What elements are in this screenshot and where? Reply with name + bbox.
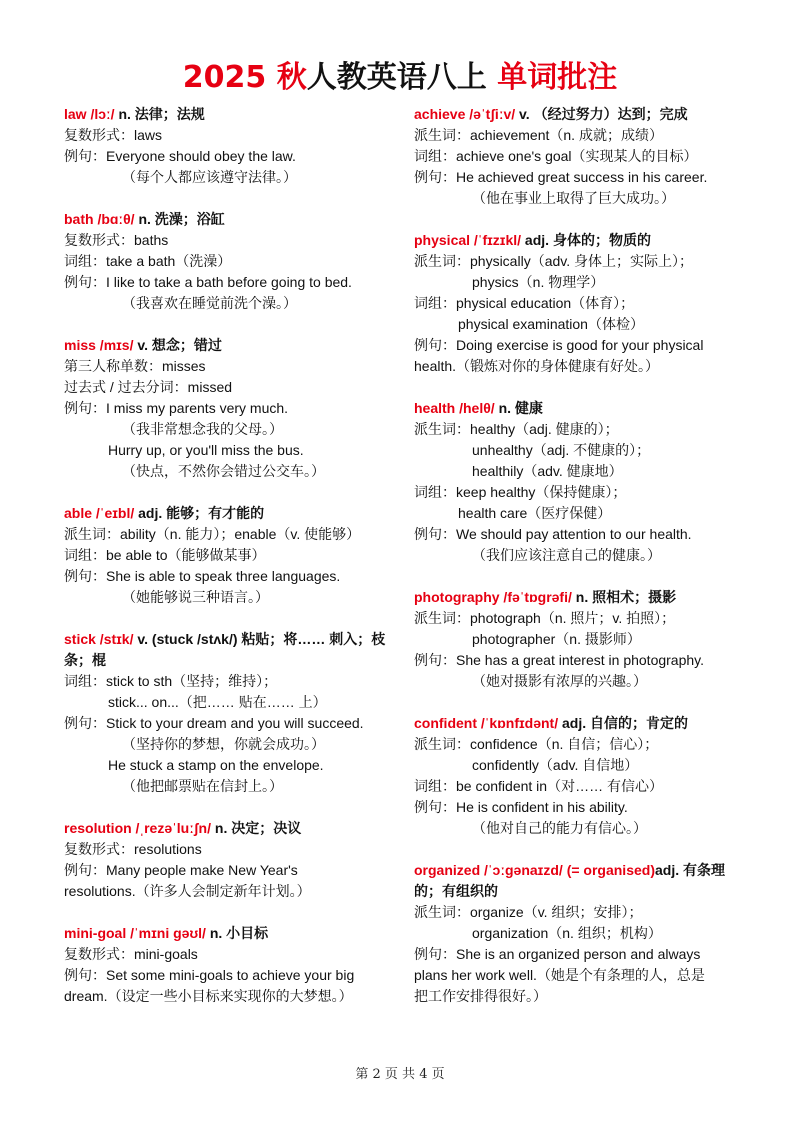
line-text: stick to sth（坚持；维持）； — [106, 673, 278, 689]
headword: physical /ˈfɪzɪkl/ — [414, 232, 522, 248]
entry-line — [414, 503, 750, 524]
entry-line — [414, 671, 750, 692]
line-text: We should pay attention to our health. — [456, 526, 692, 542]
line-text: healthy（adj. 健康的）； — [470, 421, 619, 437]
line-text: Everyone should obey the law. — [106, 148, 296, 164]
line-text: （她能够说三种语言。） — [122, 589, 269, 605]
line-label: 例句： — [414, 652, 456, 668]
line-text: physical education（体育）； — [456, 295, 635, 311]
entry-line — [64, 965, 400, 986]
entry-line — [414, 440, 750, 461]
line-text: physical examination（体检） — [458, 316, 644, 332]
entry-line — [64, 734, 400, 755]
vocab-entry — [64, 335, 400, 482]
headword: achieve /əˈtʃiːv/ — [414, 106, 516, 122]
line-label: 例句： — [414, 526, 456, 542]
entry-line — [64, 419, 400, 440]
entry-line — [64, 881, 400, 902]
line-text: （每个人都应该遵守法律。） — [122, 169, 297, 185]
entry-line — [414, 125, 750, 146]
title-topic: 单词批注 — [497, 60, 618, 95]
entry-heading — [414, 104, 750, 125]
headword: organized /ˈɔːɡənaɪzd/ (= organised) — [414, 862, 655, 878]
line-text: （我们应该注意自己的健康。） — [472, 547, 661, 563]
line-label: 复数形式： — [64, 127, 134, 143]
headword: bath /bɑːθ/ — [64, 211, 135, 227]
entry-line — [64, 587, 400, 608]
line-text: missed — [187, 379, 233, 395]
line-text: photograph（n. 照片；v. 拍照）； — [470, 610, 676, 626]
entry-line — [64, 755, 400, 776]
part-of-speech: n. 健康 — [494, 400, 543, 416]
line-text: （坚持你的梦想，你就会成功。） — [122, 736, 325, 752]
entry-line — [414, 335, 750, 356]
part-of-speech: adj. 有条理的；有组织的 — [414, 862, 725, 899]
entry-line — [64, 167, 400, 188]
entry-line — [64, 377, 400, 398]
headword: resolution /ˌrezəˈluːʃn/ — [64, 820, 211, 836]
line-label: 派生词： — [414, 253, 470, 269]
entry-heading — [64, 503, 400, 524]
entry-line — [64, 986, 400, 1007]
line-text: be confident in（对…… 有信心） — [456, 778, 663, 794]
entry-line — [64, 272, 400, 293]
entry-line — [414, 776, 750, 797]
entry-heading — [64, 335, 400, 356]
line-text: He achieved great success in his career. — [456, 169, 708, 185]
line-text: ability（n. 能力）；enable（v. 使能够） — [120, 526, 361, 542]
entry-line — [414, 923, 750, 944]
line-text: I like to take a bath before going to bed. — [106, 274, 352, 290]
part-of-speech: v. 想念；错过 — [133, 337, 222, 353]
entry-line — [414, 272, 750, 293]
entry-line — [414, 188, 750, 209]
line-text: He stuck a stamp on the envelope. — [108, 757, 324, 773]
line-text: She is an organized person and always — [456, 946, 701, 962]
title-year: 2025 秋 — [182, 60, 307, 95]
line-text: health care（医疗保健） — [458, 505, 612, 521]
vocab-entry — [64, 503, 400, 608]
line-label: 例句： — [64, 400, 106, 416]
entry-line — [64, 713, 400, 734]
part-of-speech: n. 小目标 — [205, 925, 269, 941]
line-text: achievement（n. 成就；成绩） — [470, 127, 663, 143]
right-column — [414, 104, 750, 1028]
entry-heading — [64, 629, 400, 671]
entry-line — [64, 524, 400, 545]
line-text: （我非常想念我的父母。） — [122, 421, 283, 437]
line-text: confidently（adv. 自信地） — [472, 757, 639, 773]
line-text: 把工作安排得很好。） — [414, 988, 547, 1004]
entry-line — [414, 608, 750, 629]
line-text: resolutions.（许多人会制定新年计划。） — [64, 883, 311, 899]
entry-line — [414, 524, 750, 545]
line-text: （他对自己的能力有信心。） — [472, 820, 647, 836]
entry-line — [414, 734, 750, 755]
line-label: 词组： — [414, 295, 456, 311]
line-text: （我喜欢在睡觉前洗个澡。） — [122, 295, 297, 311]
entry-heading — [414, 230, 750, 251]
entry-line — [414, 146, 750, 167]
headword: law /lɔː/ — [64, 106, 115, 122]
line-text: unhealthy（adj. 不健康的）； — [472, 442, 651, 458]
entry-line — [414, 461, 750, 482]
entry-line — [64, 125, 400, 146]
line-text: （他在事业上取得了巨大成功。） — [472, 190, 675, 206]
line-label: 例句： — [64, 967, 106, 983]
entry-line — [64, 440, 400, 461]
line-text: Doing exercise is good for your physical — [456, 337, 704, 353]
line-text: dream.（设定一些小目标来实现你的大梦想。） — [64, 988, 353, 1004]
line-text: plans her work well.（她是个有条理的人，总是 — [414, 967, 705, 983]
entry-line — [414, 167, 750, 188]
line-label: 派生词： — [414, 421, 470, 437]
line-text: misses — [162, 358, 206, 374]
vocab-entry — [414, 860, 750, 1007]
vocab-entry — [414, 587, 750, 692]
line-text: physically（adv. 身体上；实际上）； — [470, 253, 694, 269]
line-text: Set some mini-goals to achieve your big — [106, 967, 355, 983]
entry-line — [64, 839, 400, 860]
line-text: He is confident in his ability. — [456, 799, 628, 815]
vocab-entry — [414, 230, 750, 377]
line-text: （快点，不然你会错过公交车。） — [122, 463, 325, 479]
line-label: 例句： — [64, 274, 106, 290]
line-label: 词组： — [64, 673, 106, 689]
entry-line — [414, 293, 750, 314]
entry-line — [414, 419, 750, 440]
line-label: 词组： — [414, 148, 456, 164]
line-text: achieve one's goal（实现某人的目标） — [456, 148, 698, 164]
entry-line — [64, 671, 400, 692]
entry-heading — [414, 713, 750, 734]
line-text: organize（v. 组织；安排）； — [470, 904, 643, 920]
entry-line — [64, 398, 400, 419]
line-text: health.（锻炼对你的身体健康有好处。） — [414, 358, 660, 374]
title-subject: 人教英语八上 — [306, 60, 487, 95]
part-of-speech: v. (stuck /stʌk/) 粘贴；将…… 刺入；枝条；棍 — [64, 631, 386, 668]
line-label: 例句： — [414, 169, 456, 185]
line-label: 词组： — [414, 778, 456, 794]
entry-line — [414, 251, 750, 272]
line-text: Many people make New Year's — [106, 862, 298, 878]
line-label: 派生词： — [414, 127, 470, 143]
vocab-entry — [414, 398, 750, 566]
line-label: 例句： — [64, 148, 106, 164]
headword: miss /mɪs/ — [64, 337, 134, 353]
entry-line — [414, 314, 750, 335]
page-footer: 第 2 页 共 4 页 — [355, 1067, 445, 1082]
entry-heading — [414, 860, 750, 902]
line-label: 例句： — [414, 946, 456, 962]
entry-line — [64, 566, 400, 587]
part-of-speech: n. 洗澡；浴缸 — [134, 211, 225, 227]
line-text: organization（n. 组织；机构） — [472, 925, 662, 941]
entry-heading — [64, 818, 400, 839]
line-text: Hurry up, or you'll miss the bus. — [108, 442, 304, 458]
entry-heading — [64, 923, 400, 944]
headword: confident /ˈkɒnfɪdənt/ — [414, 715, 559, 731]
part-of-speech: adj. 身体的；物质的 — [521, 232, 651, 248]
entry-line — [64, 776, 400, 797]
entry-line — [414, 797, 750, 818]
line-label: 词组： — [414, 484, 456, 500]
line-label: 复数形式： — [64, 841, 134, 857]
line-label: 词组： — [64, 547, 106, 563]
line-label: 派生词： — [414, 736, 470, 752]
headword: mini-goal /ˈmɪni ɡəʊl/ — [64, 925, 206, 941]
entry-line — [64, 860, 400, 881]
entry-line — [64, 293, 400, 314]
line-text: Stick to your dream and you will succeed. — [106, 715, 364, 731]
part-of-speech: v. （经过努力）达到；完成 — [515, 106, 688, 122]
part-of-speech: n. 决定；决议 — [211, 820, 302, 836]
headword: photography /fəˈtɒɡrəfi/ — [414, 589, 572, 605]
part-of-speech: n. 照相术；摄影 — [571, 589, 677, 605]
line-text: healthily（adv. 健康地） — [472, 463, 623, 479]
line-label: 派生词： — [414, 904, 470, 920]
line-text: mini-goals — [134, 946, 198, 962]
part-of-speech: adj. 能够；有才能的 — [134, 505, 265, 521]
vocab-entry — [414, 713, 750, 839]
entry-line — [414, 902, 750, 923]
line-label: 例句： — [414, 799, 456, 815]
entry-line — [414, 944, 750, 965]
entry-line — [64, 692, 400, 713]
entry-line — [64, 545, 400, 566]
part-of-speech: adj. 自信的；肯定的 — [558, 715, 689, 731]
line-text: baths — [134, 232, 169, 248]
line-text: take a bath（洗澡） — [106, 253, 232, 269]
vocab-entry — [64, 209, 400, 314]
entry-line — [64, 944, 400, 965]
line-label: 例句： — [64, 862, 106, 878]
entry-line — [414, 356, 750, 377]
vocab-entry — [64, 818, 400, 902]
vocab-entry — [64, 923, 400, 1007]
vocab-entry — [64, 629, 400, 797]
line-text: stick... on...（把…… 贴在…… 上） — [108, 694, 327, 710]
headword: health /helθ/ — [414, 400, 495, 416]
line-text: confidence（n. 自信；信心）； — [470, 736, 659, 752]
line-text: （她对摄影有浓厚的兴趣。） — [472, 673, 647, 689]
entry-heading — [64, 209, 400, 230]
entry-line — [414, 629, 750, 650]
line-label: 例句： — [414, 337, 456, 353]
line-label: 例句： — [64, 568, 106, 584]
headword: stick /stɪk/ — [64, 631, 134, 647]
line-text: She has a great interest in photography. — [456, 652, 705, 668]
entry-heading — [64, 104, 400, 125]
line-text: photographer（n. 摄影师） — [472, 631, 641, 647]
line-label: 词组： — [64, 253, 106, 269]
vocab-entry — [414, 104, 750, 209]
entry-line — [414, 650, 750, 671]
entry-heading — [414, 587, 750, 608]
entry-line — [414, 755, 750, 776]
entry-heading — [414, 398, 750, 419]
entry-line — [414, 482, 750, 503]
entry-line — [64, 356, 400, 377]
line-text: resolutions — [134, 841, 202, 857]
headword: able /ˈeɪbl/ — [64, 505, 135, 521]
entry-line — [414, 818, 750, 839]
entry-line — [64, 461, 400, 482]
entry-line — [64, 146, 400, 167]
entry-line — [414, 965, 750, 986]
line-label: 复数形式： — [64, 232, 134, 248]
entry-line — [414, 986, 750, 1007]
line-label: 过去式 / 过去分词： — [64, 379, 188, 395]
line-label: 例句： — [64, 715, 106, 731]
line-text: be able to（能够做某事） — [106, 547, 266, 563]
line-label: 派生词： — [64, 526, 120, 542]
line-text: keep healthy（保持健康）； — [456, 484, 627, 500]
line-label: 复数形式： — [64, 946, 134, 962]
vocab-entry — [64, 104, 400, 188]
page-title — [0, 58, 800, 98]
entry-line — [414, 545, 750, 566]
entry-line — [64, 230, 400, 251]
left-column — [64, 104, 400, 1028]
line-text: （他把邮票贴在信封上。） — [122, 778, 283, 794]
line-text: She is able to speak three languages. — [106, 568, 341, 584]
line-text: I miss my parents very much. — [106, 400, 289, 416]
entry-line — [64, 251, 400, 272]
line-label: 第三人称单数： — [64, 358, 162, 374]
line-text: laws — [134, 127, 163, 143]
part-of-speech: n. 法律；法规 — [114, 106, 205, 122]
line-label: 派生词： — [414, 610, 470, 626]
line-text: physics（n. 物理学） — [472, 274, 605, 290]
